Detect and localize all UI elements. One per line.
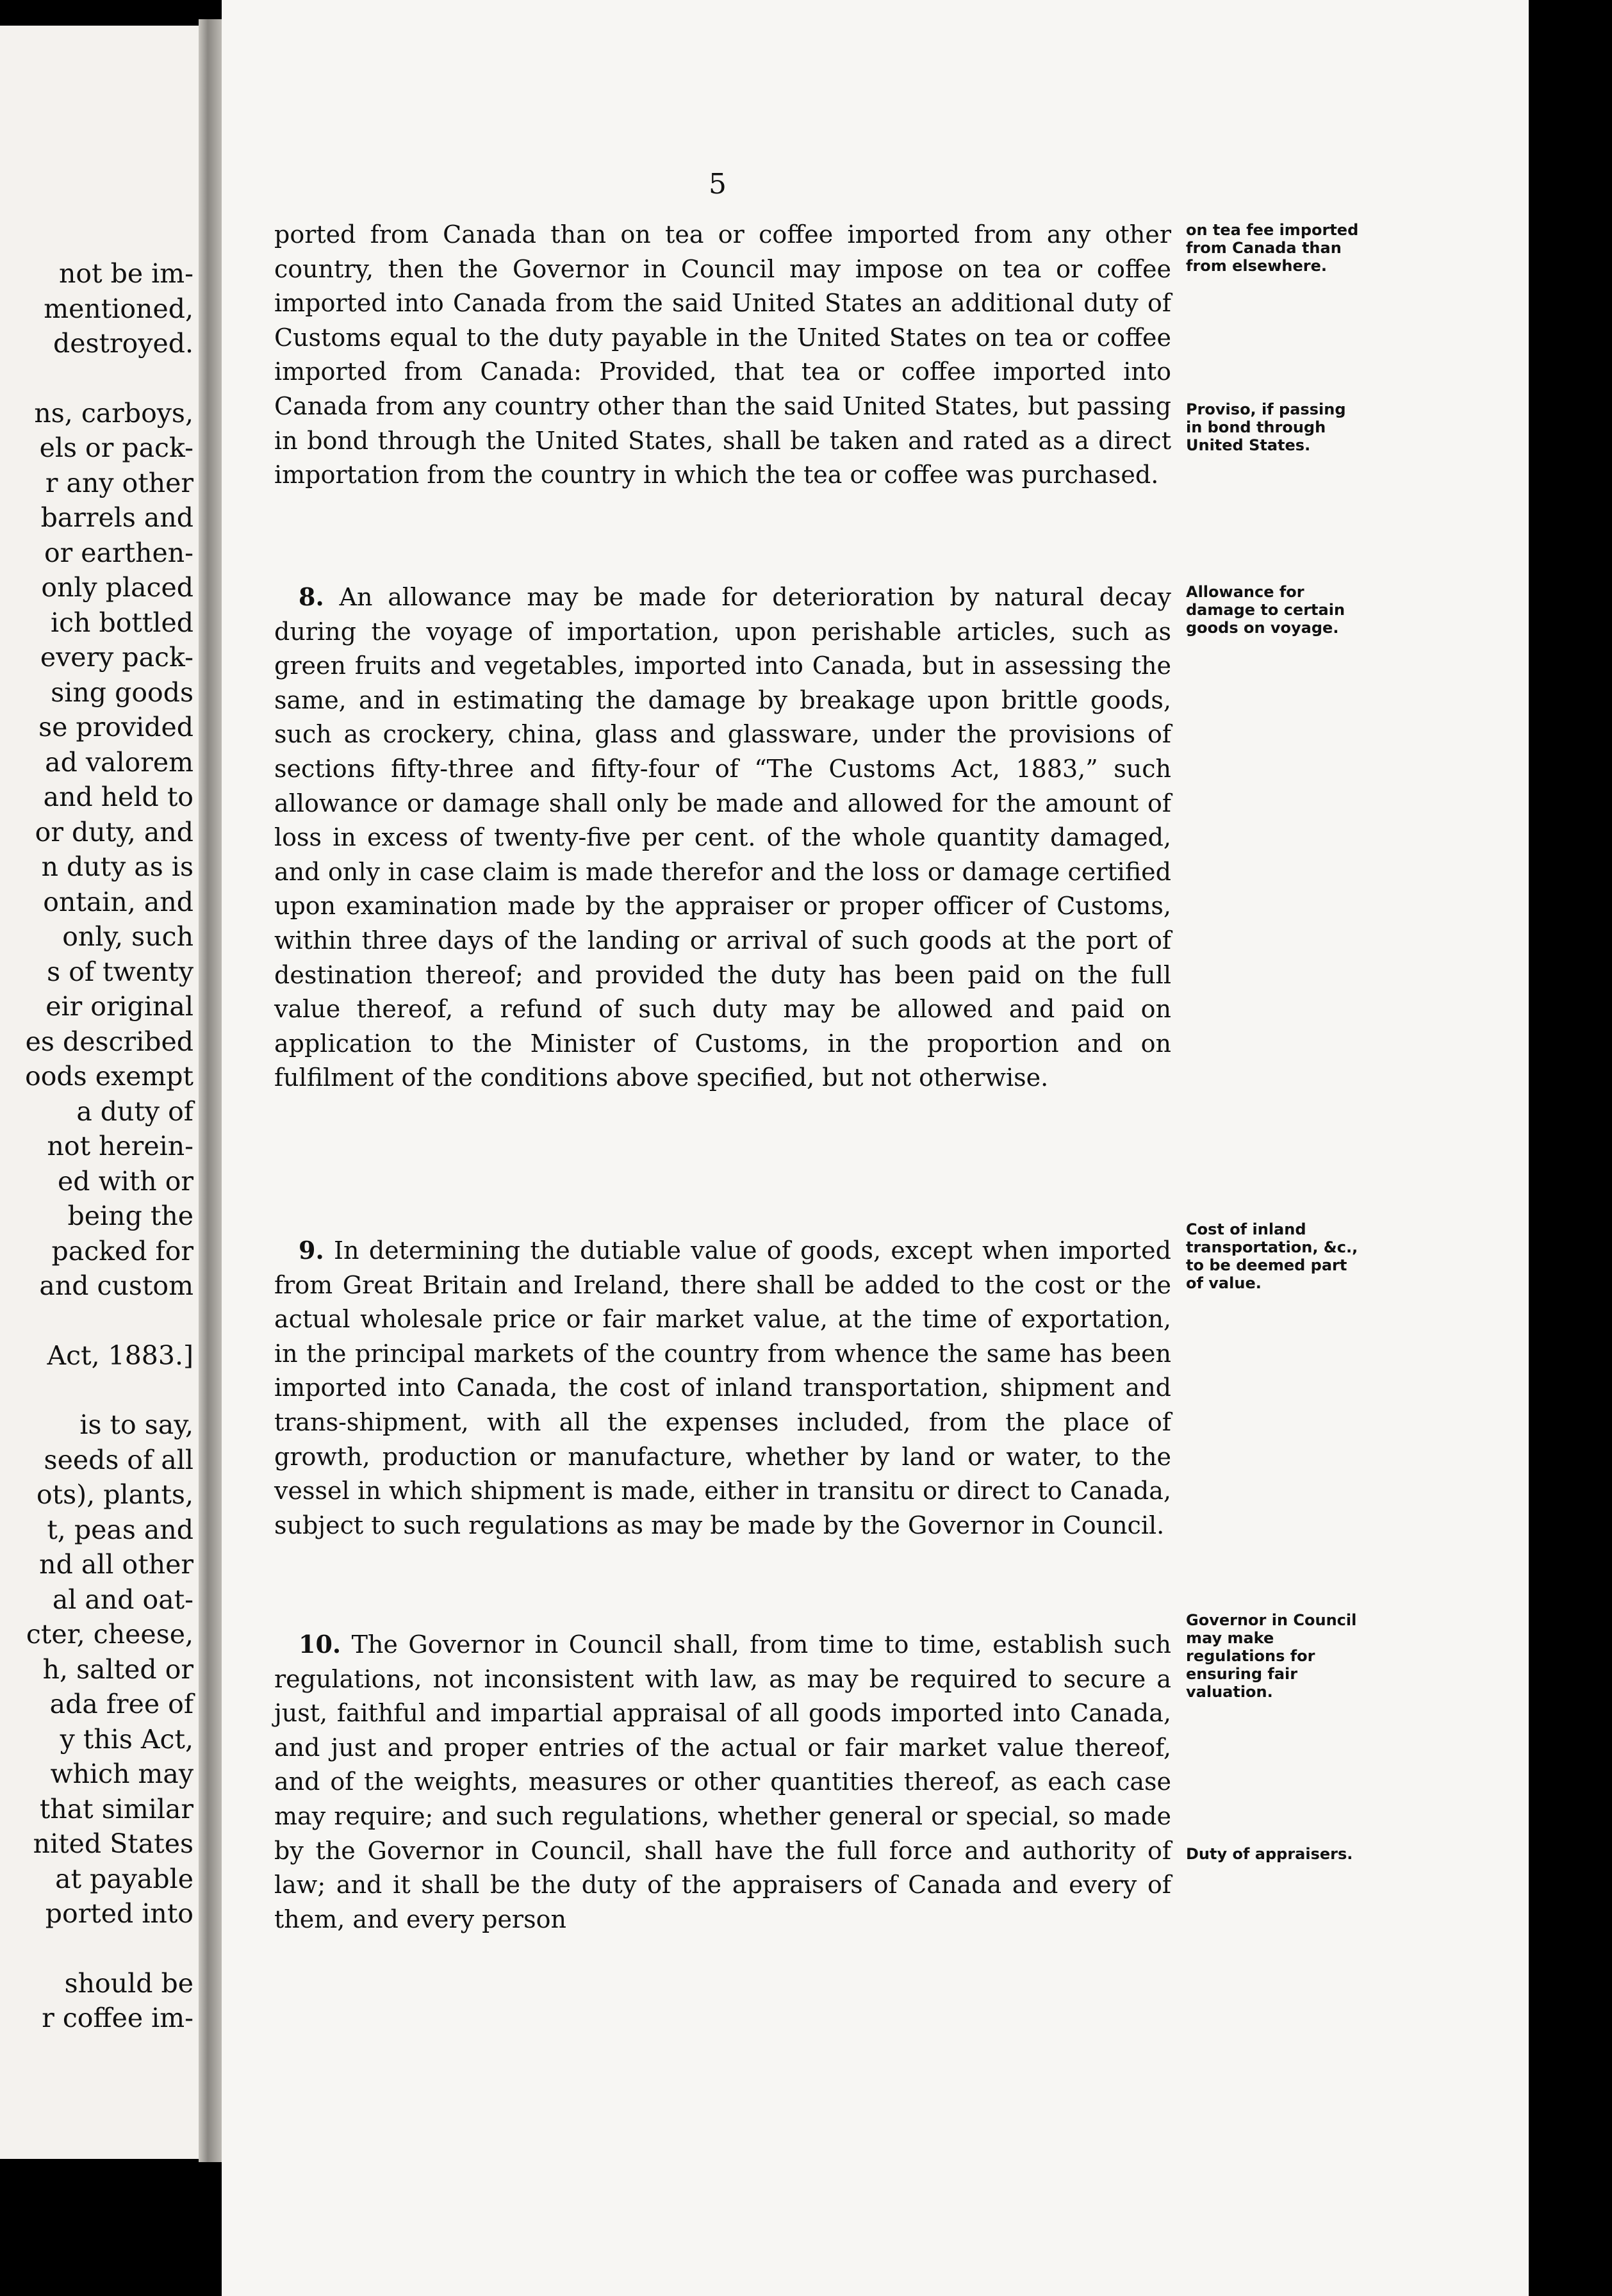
section-9	[274, 1233, 1171, 1543]
continuation-paragraph	[274, 218, 1171, 493]
left-page-line: se provided	[38, 712, 193, 742]
left-page-line	[1, 361, 193, 396]
left-page-line: should be	[64, 1967, 193, 1999]
margin-note-tea-coffee: on tea fee imported from Canada than from elsewhere.	[1186, 221, 1359, 275]
left-page-line: not be im-	[59, 258, 193, 289]
left-page-line: ots), plants,	[36, 1479, 193, 1510]
left-page-line: seeds of all	[44, 1444, 193, 1475]
left-page-line: a duty of	[76, 1095, 193, 1127]
scan-border	[1529, 0, 1612, 2296]
left-page-line: ich bottled	[50, 607, 193, 638]
left-page-line: not herein-	[47, 1131, 193, 1161]
left-page-line: Act, 1883.]	[47, 1340, 193, 1371]
left-page-line: that similar	[39, 1793, 193, 1824]
left-page-line: only, such	[62, 921, 193, 952]
left-page-line: ported into	[45, 1898, 193, 1929]
left-page-line: n duty as is	[41, 851, 193, 882]
left-page-line: nd all other	[39, 1549, 193, 1580]
margin-note-proviso: Proviso, if passing in bond through United States.	[1186, 400, 1346, 454]
left-page-line	[1, 1373, 193, 1407]
margin-note-regulations: Governor in Council may make regulations for ensuring fair valuation.	[1186, 1611, 1357, 1701]
left-page-line: ad valorem	[45, 746, 193, 778]
page-number: 5	[709, 168, 727, 201]
section-8	[274, 580, 1171, 1095]
left-page-line: els or pack-	[39, 432, 193, 463]
left-page-line: ed with or	[58, 1165, 193, 1197]
left-page-line: every pack-	[40, 642, 193, 673]
margin-note-appraisers: Duty of appraisers.	[1186, 1845, 1353, 1863]
left-page-line: and held to	[43, 782, 193, 812]
left-page-line: ns, carboys,	[34, 397, 193, 429]
left-page-line: sing goods	[51, 676, 193, 708]
section-number: 8.	[299, 582, 324, 611]
section-text: The Governor in Council shall, from time to time, establish such regulations, not inconsistent with law, as may be required to secure a just, faithful and impartial appraisal of all goods imported into Canada, and just and proper entries of the actual or fair market value thereof, and of the weights, measures or other quantities thereof, as each case may require; and such regulations, whether general or special, so made by the Governor in Council, shall have the full force and authority of law; and it shall be the duty of the appraisers of Canada and every of them, and every person	[274, 1630, 1171, 1933]
left-page-line: cter, cheese,	[26, 1619, 193, 1650]
left-page-line: al and oat-	[52, 1584, 193, 1615]
left-page-line: only placed	[41, 572, 193, 603]
left-page-line: mentioned,	[44, 293, 193, 324]
book-gutter	[199, 19, 222, 2162]
left-page-line: y this Act,	[60, 1723, 193, 1755]
left-page-line: being the	[67, 1201, 193, 1231]
left-page-line: h, salted or	[42, 1653, 193, 1685]
section-text: An allowance may be made for deterioration by natural decay during the voyage of importation, upon perishable articles, such as green fruits and vegetables, imported into Canada, but in assessing the same, and in estimating the damage by breakage upon brittle goods, such as crockery, china, glass and glassware, under the provisions of sections fifty-three and fifty-four of “The Customs Act, 1883,” such allowance or damage shall only be made and allowed for the amount of loss in excess of twenty-five per cent. of the whole quantity damaged, and only in case claim is made therefor and the loss or damage certified upon examination made by the appraiser or proper officer of Customs, within three days of the landing or arrival of such goods at the port of destination thereof; and provided the duty has been paid on the full value thereof, a refund of such duty may be allowed and paid on application to the Minister of Customs, in the proportion and on fulfilment of the conditions above specified, but not otherwise.	[274, 583, 1171, 1092]
section-number: 9.	[299, 1236, 324, 1265]
left-page-line: ada free of	[49, 1689, 193, 1719]
continuation-text: ported from Canada than on tea or coffee imported from any other country, then the Governor in Council may impose on tea or coffee imported into Canada from the said United States an additional duty of Customs equal to the duty payable in the United States on tea or coffee imported from Canada: Provided, that tea or coffee imported into Canada from any country other than the said United States, but passing in bond through the United States, shall be taken and rated as a direct importation from the country in which the tea or coffee was purchased.	[274, 220, 1171, 489]
margin-note-inland-cost: Cost of inland transportation, &c., to be deemed part of value.	[1186, 1220, 1358, 1292]
left-page-line: is to say,	[79, 1409, 193, 1440]
left-page-line: r coffee im-	[42, 2003, 193, 2033]
left-page-line	[1, 1304, 193, 1338]
left-page-line: ontain, and	[43, 886, 193, 917]
left-page-line: or duty, and	[35, 816, 193, 848]
section-number: 10.	[299, 1630, 341, 1659]
left-page-text-lines	[1, 256, 193, 2036]
section-10	[274, 1627, 1171, 1937]
left-page-line: and custom	[39, 1270, 193, 1301]
right-page	[222, 0, 1529, 2296]
left-page-line: or earthen-	[44, 537, 193, 568]
margin-note-allowance: Allowance for damage to certain goods on voyage.	[1186, 583, 1345, 637]
left-page-line: destroyed.	[53, 328, 193, 359]
left-page-line: eir original	[45, 991, 193, 1022]
left-page-line: packed for	[51, 1235, 193, 1267]
left-page-fragment	[0, 26, 199, 2159]
left-page-line: at payable	[55, 1863, 193, 1894]
left-page-line: nited States	[33, 1828, 193, 1859]
left-page-line: r any other	[45, 467, 193, 498]
left-page-line: barrels and	[40, 502, 193, 533]
left-page-line: oods exempt	[25, 1061, 193, 1092]
left-page-line: t, peas and	[47, 1514, 193, 1545]
left-page-line: s of twenty	[47, 956, 193, 987]
left-page-line: es described	[25, 1026, 193, 1057]
section-text: In determining the dutiable value of goods, except when imported from Great Britain and Ireland, there shall be added to the cost or the actual wholesale price or fair market value, at the time of exportation, in the principal markets of the country from whence the same has been imported into Canada, the cost of inland transportation, shipment and trans-shipment, with all the expenses included, from the place of growth, production or manufacture, whether by land or water, to the vessel in which shipment is made, either in transitu or direct to Canada, subject to such regulations as may be made by the Governor in Council.	[274, 1236, 1171, 1539]
left-page-line: which may	[50, 1759, 193, 1789]
left-page-line	[1, 1931, 193, 1966]
